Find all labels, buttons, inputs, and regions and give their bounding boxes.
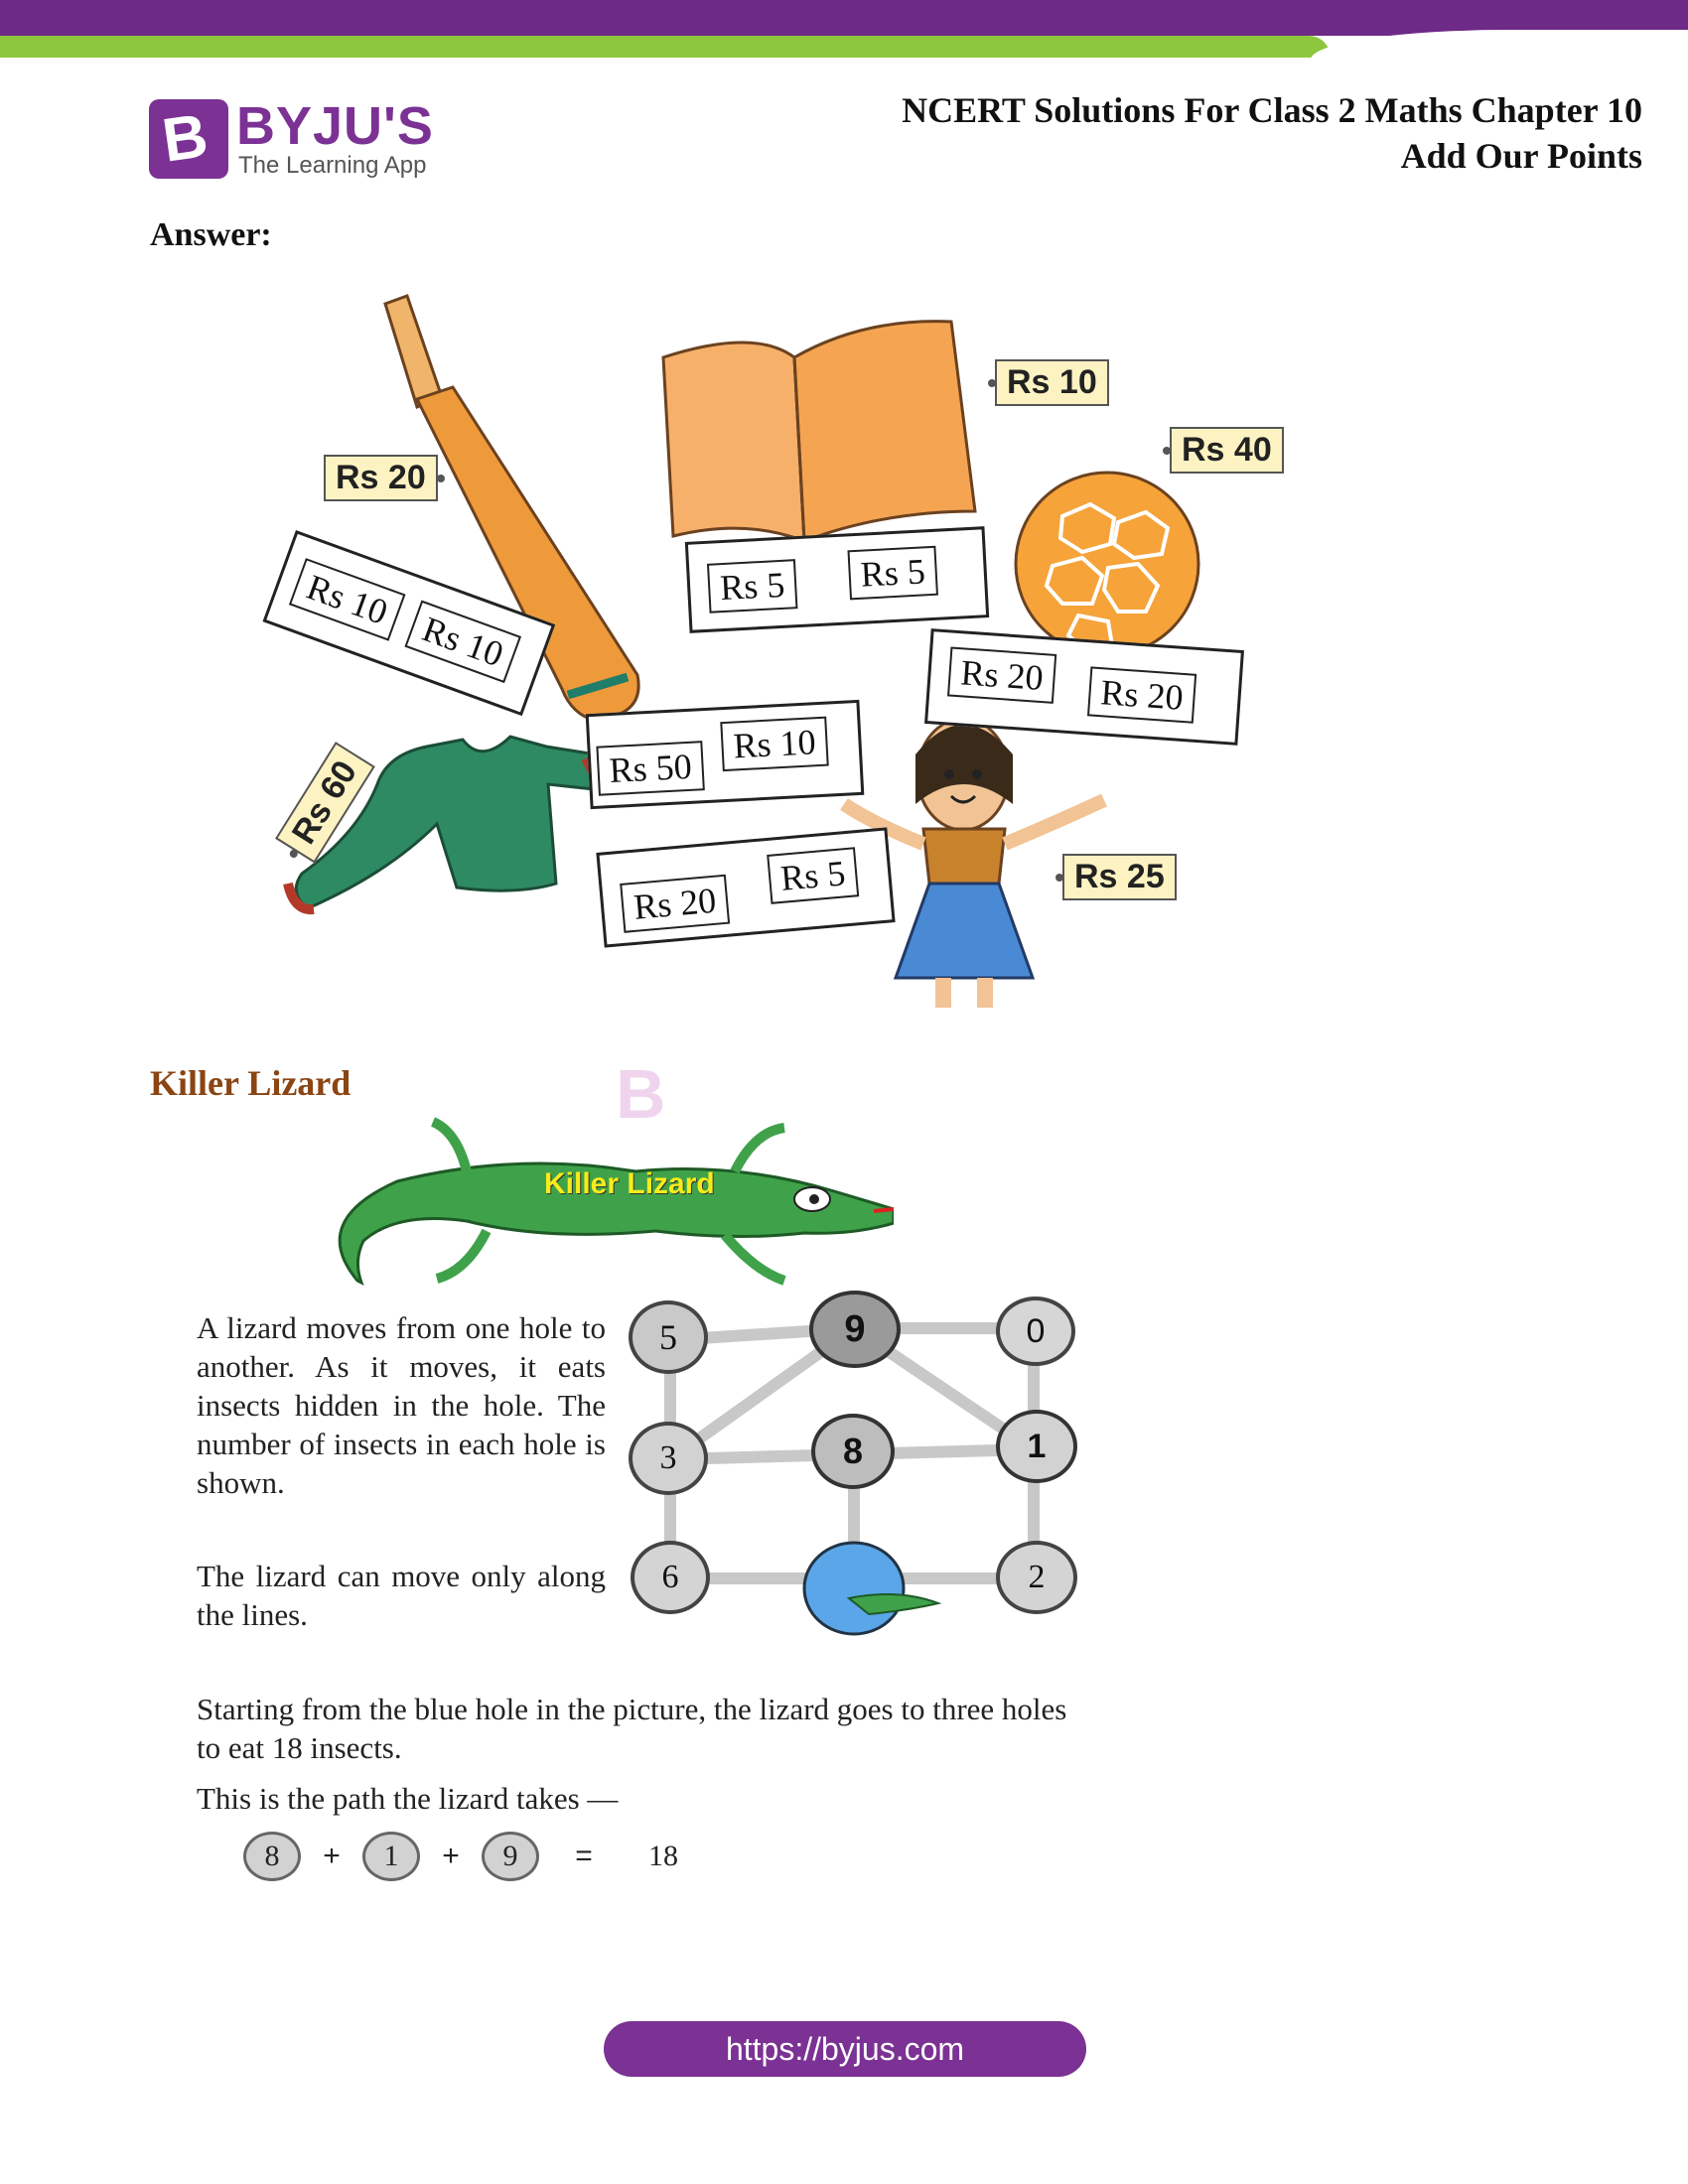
football-image: [1016, 473, 1198, 655]
lizard-para-4: This is the path the lizard takes —: [197, 1781, 619, 1816]
logo-name: BYJU'S: [236, 96, 434, 156]
ball-note-2: Rs 20: [1087, 666, 1196, 723]
logo-tagline: The Learning App: [238, 152, 427, 179]
logo-mark: [149, 99, 228, 179]
shirt-notes: [586, 700, 865, 809]
hole-1: 1: [996, 1410, 1077, 1483]
top-green-bar: [0, 36, 1331, 58]
top-purple-bar: [0, 0, 1688, 36]
section-title: Killer Lizard: [150, 1063, 352, 1103]
shopping-illustration: [268, 288, 1281, 1023]
equation-hole-a: 8: [243, 1832, 301, 1881]
book-image: [663, 322, 975, 541]
book-note-2: Rs 5: [847, 546, 938, 601]
hole-6: 6: [631, 1541, 710, 1614]
equation-hole-c: 9: [482, 1832, 539, 1881]
hole-5: 5: [629, 1300, 708, 1374]
hole-3: 3: [629, 1422, 708, 1495]
plus-sign-1: +: [323, 1840, 341, 1872]
equation-hole-b: 1: [362, 1832, 420, 1881]
bat-price-tag: Rs 20: [324, 455, 438, 501]
book-note-1: Rs 5: [707, 559, 798, 614]
hole-9: 9: [809, 1291, 901, 1368]
hole-0: 0: [996, 1297, 1075, 1366]
ball-note-1: Rs 20: [947, 647, 1056, 704]
lizard-hole-grid: [611, 1291, 1117, 1668]
plus-sign-2: +: [442, 1840, 460, 1872]
lizard-para-3: Starting from the blue hole in the picture, the lizard goes to three holes to eat 18 insects.: [197, 1692, 1067, 1765]
book-price-tag: Rs 10: [995, 359, 1109, 406]
lizard-banner: [318, 1112, 894, 1291]
shirt-note-1: Rs 50: [596, 741, 705, 796]
ball-price-tag: Rs 40: [1170, 427, 1284, 474]
lizard-para-1: A lizard moves from one hole to another. As it moves, it eats insects hidden in the hole. The number of insects in each hole is shown.: [197, 1310, 606, 1500]
bat-note-2: Rs 10: [404, 601, 521, 684]
byjus-logo: [149, 97, 447, 183]
answer-label: Answer:: [150, 216, 272, 253]
page-title: [902, 87, 1642, 179]
page-title-line2: Add Our Points: [1400, 136, 1642, 176]
hole-8: 8: [811, 1414, 895, 1489]
lizard-banner-text: Killer Lizard: [544, 1167, 715, 1200]
bat-note-1: Rs 10: [289, 558, 406, 641]
equation-result: 18: [648, 1840, 678, 1872]
path-equation: [243, 1829, 678, 1884]
book-notes: [685, 526, 989, 633]
equals-sign: =: [575, 1840, 593, 1872]
lizard-drawing: [318, 1112, 894, 1291]
blue-hole: [804, 1543, 904, 1634]
watermark-logo: B: [616, 1055, 666, 1133]
page-title-line1: NCERT Solutions For Class 2 Maths Chapter 10: [902, 90, 1642, 130]
shirt-price-tag: Rs 60: [275, 742, 375, 863]
shirt-note-2: Rs 10: [720, 717, 829, 772]
footer-url-link[interactable]: https://byjus.com: [604, 2021, 1086, 2077]
girl-note-1: Rs 20: [620, 875, 730, 933]
hole-2: 2: [996, 1541, 1077, 1614]
girl-note-2: Rs 5: [767, 847, 859, 904]
lizard-para-2: The lizard can move only along the lines.: [197, 1559, 606, 1632]
logo-letter: B: [158, 101, 212, 176]
girl-price-tag: Rs 25: [1062, 854, 1177, 900]
